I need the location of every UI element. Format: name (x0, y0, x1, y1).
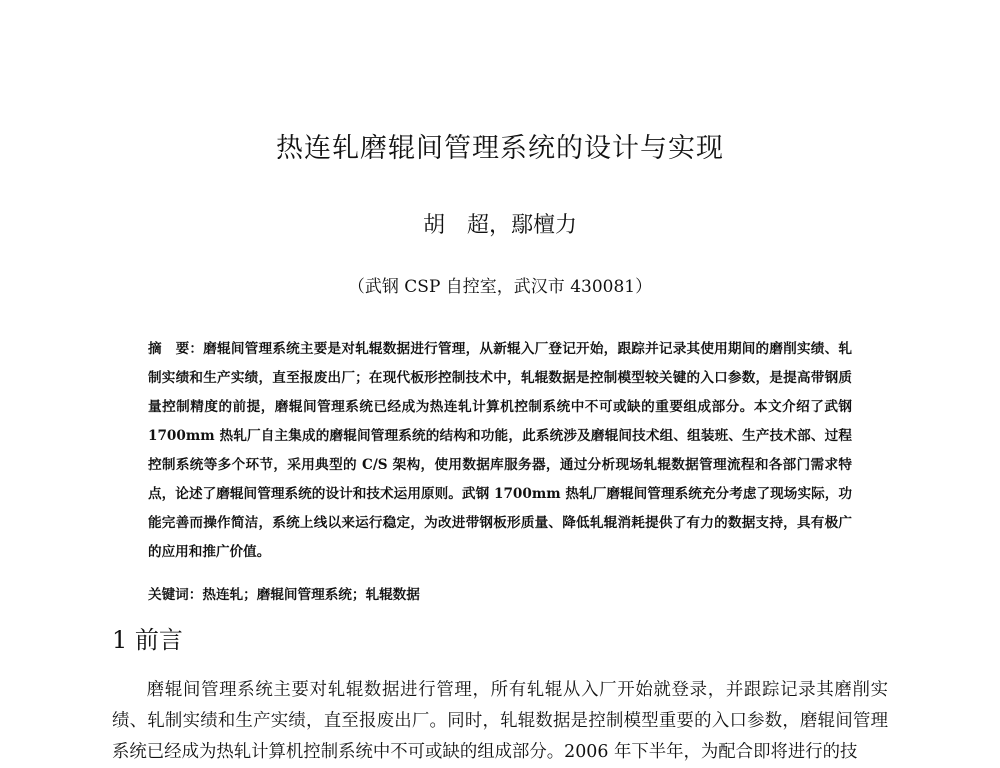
abstract-label: 摘 要： (148, 341, 204, 357)
keywords-text: 热连轧；磨辊间管理系统；轧辊数据 (202, 587, 420, 603)
keywords (148, 583, 852, 603)
section-heading: 1 前言 (112, 626, 183, 654)
paper-authors: 胡 超，鄢檀力 (422, 213, 577, 238)
abstract (148, 335, 852, 567)
paper-affiliation: （武钢 CSP 自控室，武汉市 430081） (347, 277, 653, 297)
section-body: 磨辊间管理系统主要对轧辊数据进行管理，所有轧辊从入厂开始就登录，并跟踪记录其磨削实绩、轧制实绩和生产实绩，直至报废出厂。同时，轧辊数据是控制模型重要的入口参数，磨辊间管理系统已经成为热轧计算机控制系统中不可或缺的组成部分。2006 年下半年，为配合即将进行的技 (112, 680, 888, 762)
paper-title: 热连轧磨辊间管理系统的设计与实现 (276, 133, 724, 164)
keywords-label: 关键词： (148, 587, 203, 603)
abstract-text: 磨辊间管理系统主要是对轧辊数据进行管理，从新辊入厂登记开始，跟踪并记录其使用期间的磨削实绩、轧制实绩和生产实绩，直至报废出厂；在现代板形控制技术中，轧辊数据是控制模型较关键的入口参数，是提高带钢质量控制精度的前提，磨辊间管理系统已经成为热连轧计算机控制系统中不可或缺的重要组成部分。本文介绍了武钢 1700mm 热轧厂自主集成的磨辊间管理系统的结构和功能，此系统涉及磨辊间技术组、组装班、生产技术部、过程控制系统等多个环节，采用典型的 C/S 架构，使用数据库服务器，通过分析现场轧辊数据管理流程和各部门需求特点，论述了磨辊间管理系统的设计和技术运用原则。武钢 1700mm 热轧厂磨辊间管理系统充分考虑了现场实际，功能完善而操作简洁，系统上线以来运行稳定，为改进带钢板形质量、降低轧辊消耗提供了有力的数据支持，具有极广的应用和推广价值。 (148, 341, 852, 560)
